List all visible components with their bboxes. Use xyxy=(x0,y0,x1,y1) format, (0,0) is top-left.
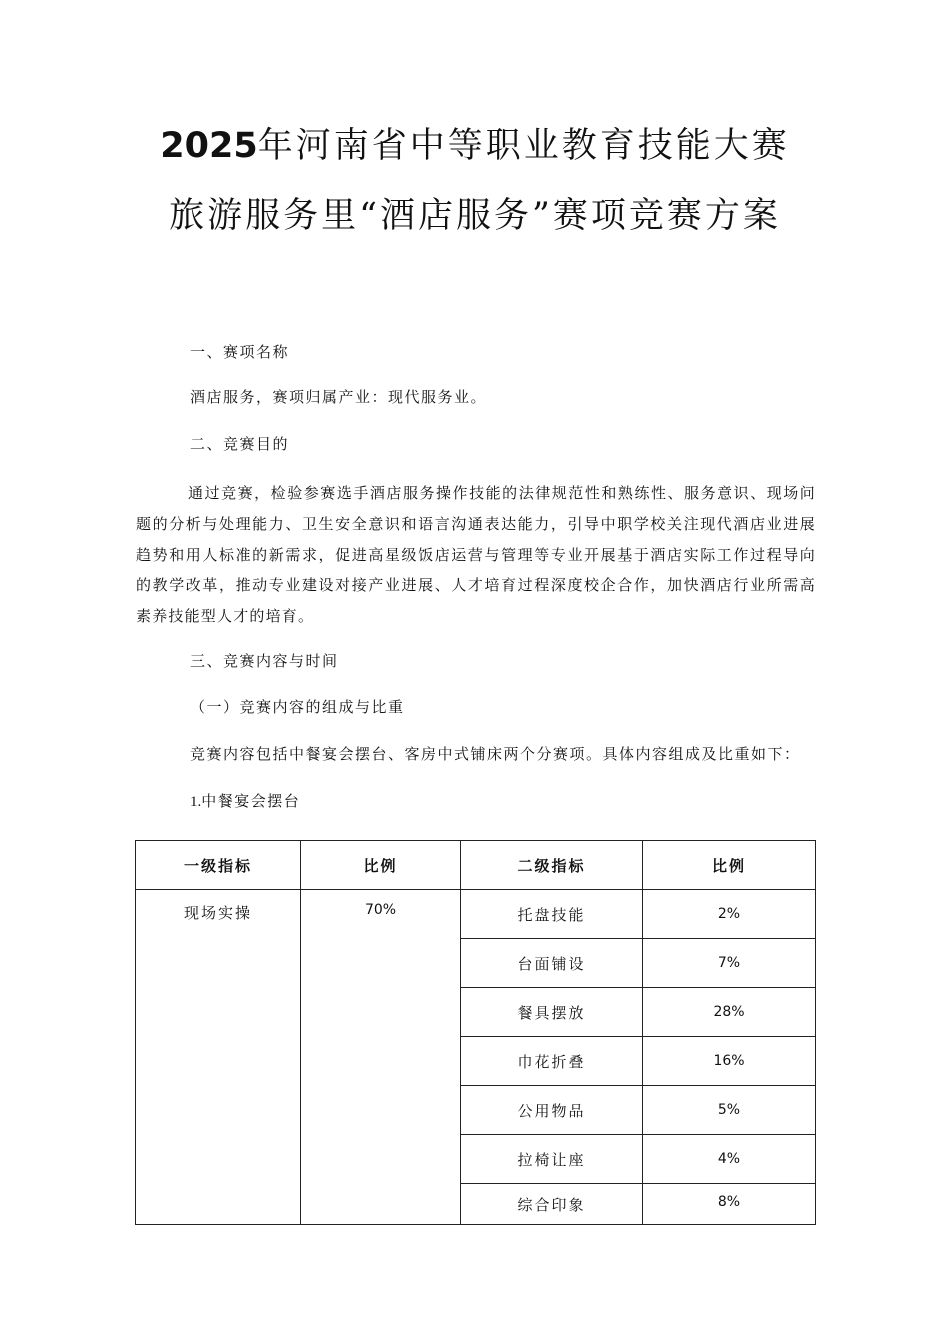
secondary-ratio-cell: 28% xyxy=(643,988,816,1037)
primary-indicator-cell: 现场实操 xyxy=(136,890,301,1225)
secondary-indicator-cell: 台面铺设 xyxy=(461,939,643,988)
item-label: 中餐宴会摆台 xyxy=(201,792,301,810)
secondary-ratio-cell: 8% xyxy=(643,1184,816,1225)
secondary-ratio-cell: 2% xyxy=(643,890,816,939)
document-title-line-2: 旅游服务里“酒店服务”赛项竞赛方案 xyxy=(169,196,781,236)
header-ratio: 比例 xyxy=(301,841,461,890)
secondary-ratio-cell: 5% xyxy=(643,1086,816,1135)
header-ratio-2: 比例 xyxy=(643,841,816,890)
secondary-indicator-cell: 餐具摆放 xyxy=(461,988,643,1037)
section-3-heading: 三、竞赛内容与时间 xyxy=(190,652,339,670)
table-row xyxy=(136,890,816,939)
document-title-line-1 xyxy=(0,118,950,168)
ratio-table xyxy=(135,840,816,1225)
secondary-indicator-cell: 公用物品 xyxy=(461,1086,643,1135)
section-2-paragraph: 通过竞赛，检验参赛选手酒店服务操作技能的法律规范性和熟练性、服务意识、现场问题的分析与处理能力、卫生安全意识和语言沟通表达能力，引导中职学校关注现代酒店业进展趋势和用人标准的新需求，促进高星级饭店运营与管理等专业开展基于酒店实际工作过程导向的教学改革，推动专业建设对接产业进展、人才培育过程深度校企合作，加快酒店行业所需高素养技能型人才的培育。 xyxy=(136,484,816,626)
header-secondary-indicator: 二级指标 xyxy=(461,841,643,890)
item-number: 1. xyxy=(190,794,202,810)
section-3-subheading: （一）竞赛内容的组成与比重 xyxy=(190,698,405,716)
secondary-ratio-cell: 7% xyxy=(643,939,816,988)
secondary-indicator-cell: 综合印象 xyxy=(461,1184,643,1225)
section-3-item xyxy=(190,790,300,811)
title-year: 2025 xyxy=(160,126,258,166)
secondary-indicator-cell: 托盘技能 xyxy=(461,890,643,939)
table-header-row xyxy=(136,841,816,890)
primary-ratio-cell: 70% xyxy=(301,890,461,1225)
section-1-heading: 一、赛项名称 xyxy=(190,343,290,361)
secondary-indicator-cell: 巾花折叠 xyxy=(461,1037,643,1086)
secondary-ratio-cell: 4% xyxy=(643,1135,816,1184)
secondary-indicator-cell: 拉椅让座 xyxy=(461,1135,643,1184)
section-2-heading: 二、竞赛目的 xyxy=(190,435,290,453)
secondary-ratio-cell: 16% xyxy=(643,1037,816,1086)
section-3-text: 竞赛内容包括中餐宴会摆台、客房中式铺床两个分赛项。具体内容组成及比重如下： xyxy=(190,745,801,763)
title-line-1-text: 年河南省中等职业教育技能大赛 xyxy=(257,126,790,166)
header-primary-indicator: 一级指标 xyxy=(136,841,301,890)
section-1-text: 酒店服务，赛项归属产业：现代服务业。 xyxy=(190,388,488,406)
